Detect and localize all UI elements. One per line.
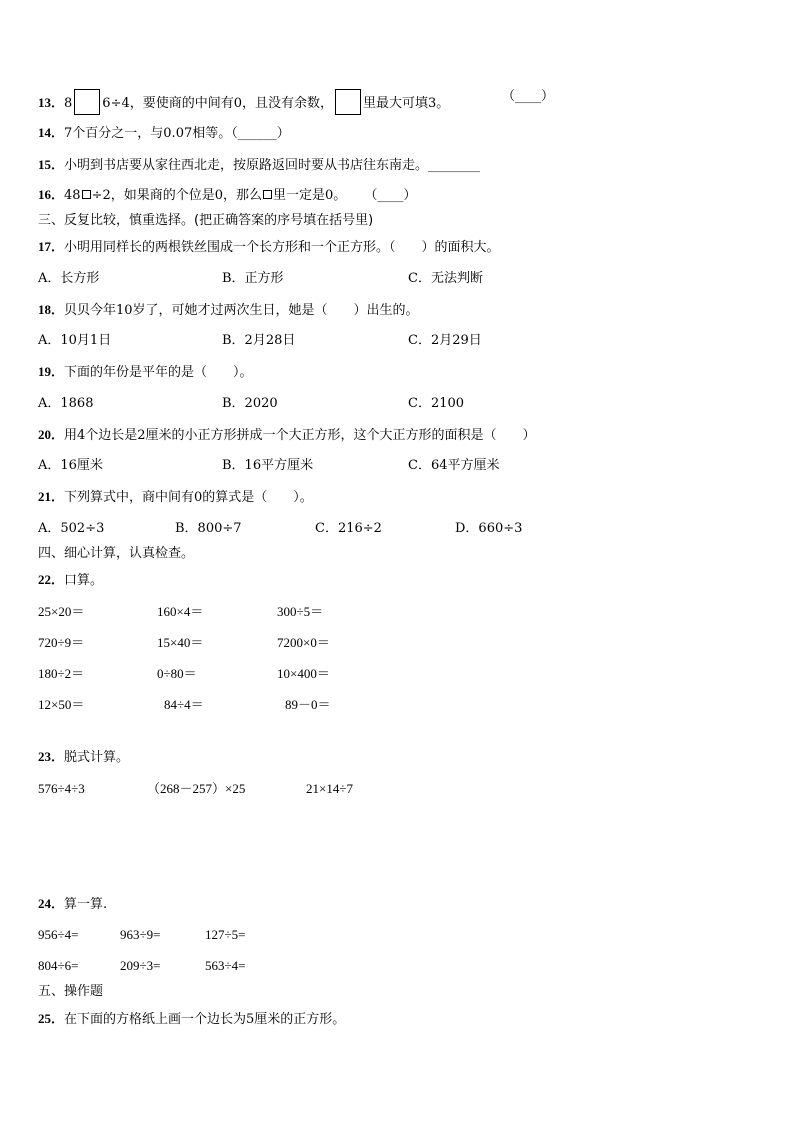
question-14 (38, 125, 290, 142)
q15-answer-blank[interactable]: ________ (428, 158, 481, 173)
q18-option-b[interactable]: B．2月28日 (222, 333, 296, 348)
question-number: 13． (38, 95, 65, 110)
question-number: 25． (38, 1011, 65, 1026)
q21-option-b[interactable]: B．800÷7 (175, 521, 242, 536)
calc-item: 89－0＝ (285, 697, 331, 712)
question-24 (38, 896, 107, 913)
q13-text-end: 里最大可填3。 (363, 96, 450, 111)
q16-text-mid: ÷2，如果商的个位是0，那么 (91, 188, 262, 203)
q20-text: 用4个边长是2厘米的小正方形拼成一个大正方形，这个大正方形的面积是（ ） (64, 428, 536, 443)
question-number: 23． (38, 749, 65, 764)
calc-item: 25×20＝ (38, 604, 85, 619)
q24-title: 算一算. (64, 897, 108, 912)
question-21 (38, 489, 313, 506)
question-number: 16． (38, 187, 65, 202)
calc-item: 576÷4÷3 (38, 781, 85, 796)
calc-item: 956÷4= (38, 927, 79, 942)
question-25 (38, 1011, 345, 1028)
section-4-heading: 四、细心计算，认真检查。 (38, 546, 195, 561)
q20-option-b[interactable]: B．16平方厘米 (222, 458, 314, 473)
calc-item: 209÷3= (120, 958, 161, 973)
calc-item: 84÷4＝ (164, 697, 204, 712)
question-22 (38, 572, 103, 589)
q14-text: 7个百分之一，与0.07相等。 (64, 126, 232, 141)
q18-text: 贝贝今年10岁了，可她才过两次生日，她是（ ）出生的。 (64, 303, 419, 318)
calc-item: 963÷9= (120, 927, 161, 942)
small-box[interactable] (82, 190, 91, 199)
question-number: 15． (38, 157, 65, 172)
q21-option-c[interactable]: C．216÷2 (315, 521, 382, 536)
question-13 (38, 89, 449, 115)
question-23 (38, 749, 129, 766)
q19-option-b[interactable]: B．2020 (222, 396, 278, 411)
calc-item: 7200×0＝ (277, 635, 330, 650)
q17-option-c[interactable]: C．无法判断 (408, 271, 483, 286)
q17-option-b[interactable]: B．正方形 (222, 271, 284, 286)
section-5-heading: 五、操作题 (38, 984, 104, 999)
calc-item: 563÷4= (205, 958, 246, 973)
calc-item: 10×400＝ (277, 666, 330, 681)
q16-text-end: 里一定是0。 (273, 188, 347, 203)
question-20 (38, 427, 536, 444)
q20-option-c[interactable]: C．64平方厘米 (408, 458, 500, 473)
q15-text: 小明到书店要从家往西北走，按原路返回时要从书店往东南走。 (64, 158, 429, 173)
q13-text: 6÷4，要使商的中间有0，且没有余数， (102, 96, 334, 111)
question-number: 14． (38, 125, 65, 140)
question-15 (38, 157, 480, 174)
q17-option-a[interactable]: A．长方形 (38, 271, 100, 286)
calc-item: 300÷5＝ (277, 604, 324, 619)
q21-text: 下列算式中，商中间有0的算式是（ ）。 (64, 490, 313, 505)
q19-text: 下面的年份是平年的是（ ）。 (64, 365, 253, 380)
calc-item: 21×14÷7 (306, 781, 353, 796)
q18-option-c[interactable]: C．2月29日 (408, 333, 482, 348)
calc-item: 160×4＝ (157, 604, 204, 619)
section-3-heading: 三、反复比较，慎重选择。(把正确答案的序号填在括号里) (38, 213, 374, 228)
question-number: 20． (38, 427, 65, 442)
question-18 (38, 302, 419, 319)
q25-text: 在下面的方格纸上画一个边长为5厘米的正方形。 (64, 1012, 346, 1027)
question-17 (38, 239, 500, 256)
calc-item: 12×50＝ (38, 697, 85, 712)
q14-answer-blank[interactable]: （______） (231, 126, 290, 141)
q13-digit: 8 (64, 96, 73, 111)
calc-item: 720÷9＝ (38, 635, 85, 650)
q19-option-a[interactable]: A．1868 (38, 396, 94, 411)
question-number: 17． (38, 239, 65, 254)
question-number: 21． (38, 489, 65, 504)
calc-item: （268－257）×25 (147, 781, 246, 796)
q23-title: 脱式计算。 (64, 750, 130, 765)
answer-box[interactable] (74, 89, 100, 115)
q18-option-a[interactable]: A．10月1日 (38, 333, 112, 348)
question-number: 24． (38, 896, 65, 911)
answer-box[interactable] (335, 89, 361, 115)
q20-option-a[interactable]: A．16厘米 (38, 458, 103, 473)
calc-item: 804÷6= (38, 958, 79, 973)
calc-item: 15×40＝ (157, 635, 204, 650)
calc-item: 180÷2＝ (38, 666, 85, 681)
q17-text: 小明用同样长的两根铁丝围成一个长方形和一个正方形。（ ）的面积大。 (64, 240, 500, 255)
q19-option-c[interactable]: C．2100 (408, 396, 465, 411)
question-number: 22． (38, 572, 65, 587)
q16-text: 48 (64, 188, 81, 203)
q22-title: 口算。 (64, 573, 104, 588)
q21-option-d[interactable]: D．660÷3 (455, 521, 523, 536)
question-19 (38, 364, 253, 381)
q13-answer-blank[interactable]: （____） (502, 89, 555, 104)
calc-item: 0÷80＝ (157, 666, 197, 681)
question-number: 19． (38, 364, 65, 379)
question-number: 18． (38, 302, 65, 317)
q16-answer-blank[interactable]: （____） (364, 188, 417, 203)
question-16 (38, 187, 416, 204)
q21-option-a[interactable]: A．502÷3 (38, 521, 105, 536)
calc-item: 127÷5= (205, 927, 246, 942)
small-box[interactable] (263, 190, 272, 199)
